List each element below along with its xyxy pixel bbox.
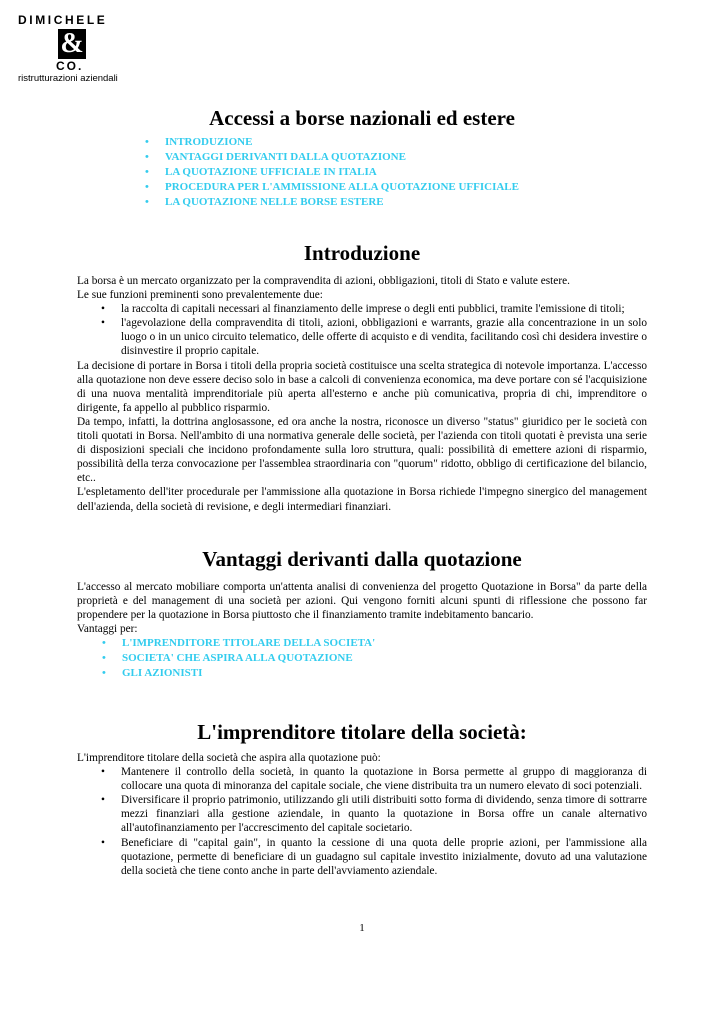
section-heading-imprenditore: L'imprenditore titolare della società: xyxy=(197,719,527,744)
paragraph: Da tempo, infatti, la dottrina anglosassone, ed ora anche la nostra, riconosce un diverso "status" giuridico per le società con titoli quotati in Borsa. Nell'ambito di una normativa generale delle società, per l'azienda con titoli quotati è prevista una serie di disposizioni speciali che incidono profondamente sulla loro struttura, quali: possibilità di emettere azioni di risparmio, possibilità della terza convocazione per l'assemblea straordinaria con "quorum" ridotto, obbligo di certificazione del bilancio, etc.. xyxy=(77,415,647,485)
page-title: Accessi a borse nazionali ed estere xyxy=(209,106,515,130)
company-logo xyxy=(18,14,138,84)
paragraph: L'espletamento dell'iter procedurale per l'ammissione alla quotazione in Borsa richiede l'impegno sinergico del management dell'azienda, della società di revisione, e degli intermediari finanziari. xyxy=(77,486,647,513)
section-heading-introduzione: Introduzione xyxy=(303,241,421,265)
toc-link-procedura[interactable]: • PROCEDURA PER L'AMMISSIONE ALLA QUOTAZIONE UFFICIALE xyxy=(165,180,647,195)
paragraph: La borsa è un mercato organizzato per la compravendita di azioni, obbligazioni, titoli di Stato e valute estere. xyxy=(77,275,570,287)
list-item: • l'agevolazione della compravendita di titoli, azioni, obbligazioni e warrants, grazie alla concentrazione in un solo luogo o in un unico circuito telematico, delle offerte di acquisto e di vendita, facilitando così chi desidera investire o disinvestire il proprio capitale. xyxy=(121,316,647,358)
link-imprenditore[interactable]: • L'IMPRENDITORE TITOLARE DELLA SOCIETA' xyxy=(122,636,647,651)
list-item: • Mantenere il controllo della società, in quanto la quotazione in Borsa permette al gruppo di maggioranza di collocare una quota di minoranza del capitale sociale, che viene distribuita tra un numero elevato di soci potenziali. xyxy=(121,765,647,793)
vantaggi-links xyxy=(77,636,647,681)
toc-link-borse-estere[interactable]: • LA QUOTAZIONE NELLE BORSE ESTERE xyxy=(165,195,647,210)
paragraph: La decisione di portare in Borsa i titoli della propria società costituisce una scelta strategica di notevole importanza. L'accesso alla quotazione non deve essere deciso solo in base a calcoli di convenienza economica, ma deve portare con sé l'acquisizione di una nuova mentalità imprenditoriale più aperta all'esterno e anche più comunicativa, propria di chi, imprenditore o dirigente, fa appello al pubblico risparmio. xyxy=(77,359,647,414)
link-societa[interactable]: • SOCIETA' CHE ASPIRA ALLA QUOTAZIONE xyxy=(122,651,647,666)
list-item: • la raccolta di capitali necessari al finanziamento delle imprese o degli enti pubblici, tramite l'emissione di titoli; xyxy=(121,302,647,316)
bullet-list xyxy=(77,765,647,878)
section-heading-vantaggi: Vantaggi derivanti dalla quotazione xyxy=(202,546,522,571)
paragraph: Vantaggi per: xyxy=(77,622,138,635)
bullet-list xyxy=(77,302,647,358)
toc-link-vantaggi[interactable]: • VANTAGGI DERIVANTI DALLA QUOTAZIONE xyxy=(165,150,647,165)
logo-name: DIMICHELE xyxy=(18,13,108,27)
toc-link-quotazione-italia[interactable]: • LA QUOTAZIONE UFFICIALE IN ITALIA xyxy=(165,165,647,180)
table-of-contents xyxy=(77,135,647,210)
link-azionisti[interactable]: • GLI AZIONISTI xyxy=(122,666,647,681)
paragraph: L'imprenditore titolare della società che aspira alla quotazione può: xyxy=(77,751,381,764)
list-item: • Beneficiare di "capital gain", in quanto la cessione di una quota delle proprie azioni, per l'ammissione alla quotazione, permette di beneficiare di un guadagno sul capitale investito inizialmente, dovuto ad una valutazione della società che tiene conto anche in parte dell'avviamento aziendale. xyxy=(121,836,647,878)
document-body xyxy=(77,105,647,878)
logo-co: CO. xyxy=(56,59,84,73)
paragraph: Le sue funzioni preminenti sono prevalentemente due: xyxy=(77,289,323,302)
page-number: 1 xyxy=(359,922,365,934)
logo-tagline: ristrutturazioni aziendali xyxy=(18,73,118,84)
logo-ampersand: & xyxy=(58,29,86,59)
paragraph: L'accesso al mercato mobiliare comporta un'attenta analisi di convenienza del progetto Quotazione in Borsa" da parte della proprietà e del management di una società per azioni. Qui vengono forniti alcuni spunti di riflessione che possono far propendere per la quotazione in Borsa piuttosto che il finanziamento tramite indebitamento bancario. xyxy=(77,580,647,621)
list-item: • Diversificare il proprio patrimonio, utilizzando gli utili distribuiti sotto forma di dividendo, senza timore di sottrarre mezzi finanziari alla gestione aziendale, in quanto la quotazione in Borsa offre un canale alternativo all'autofinanziamento per l'accrescimento del capitale societario. xyxy=(121,793,647,835)
toc-link-introduzione[interactable]: • INTRODUZIONE xyxy=(165,135,647,150)
